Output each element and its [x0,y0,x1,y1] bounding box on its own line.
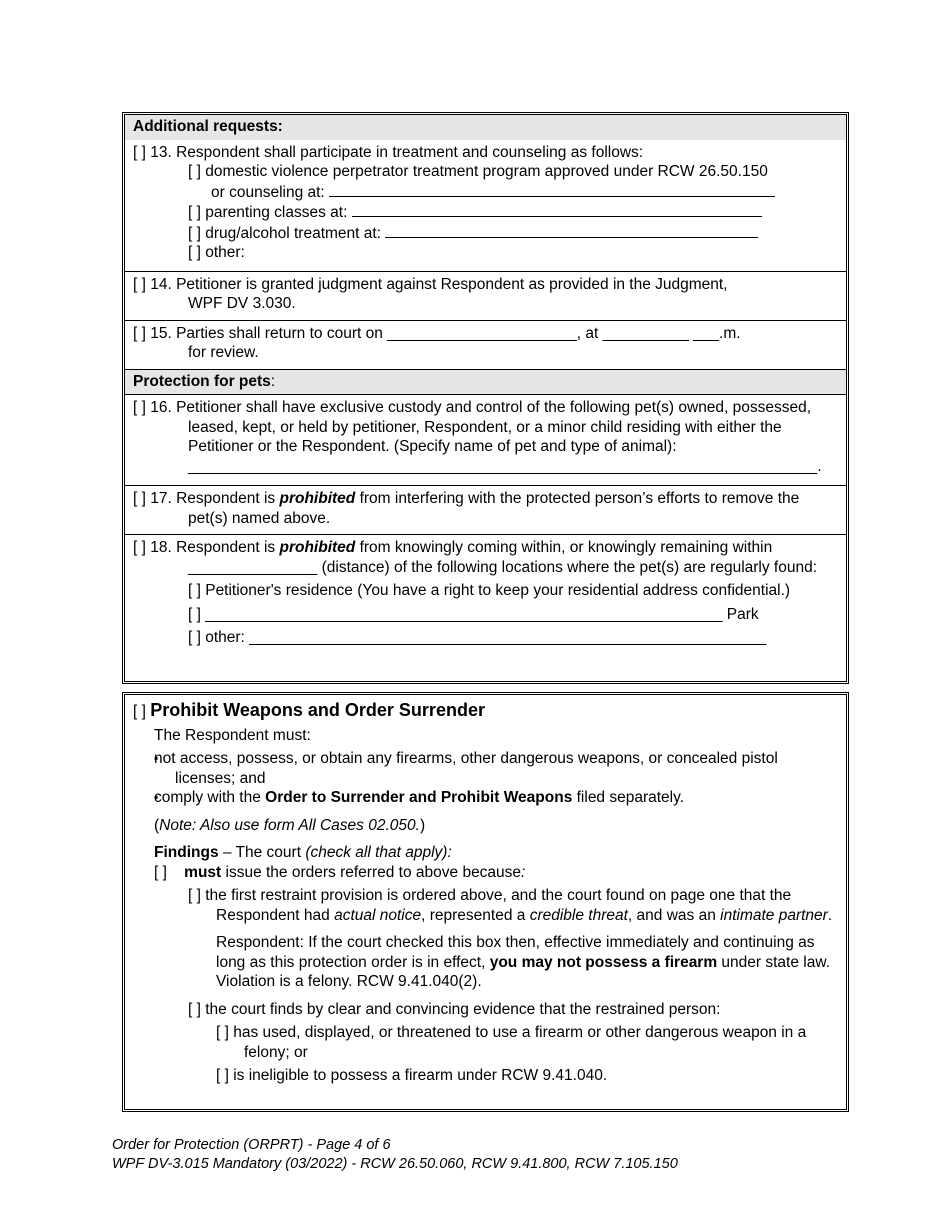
clear-convincing-finding[interactable]: [ ] the court finds by clear and convincing evidence that the restrained person: [188,1000,721,1018]
request-13-drug[interactable] [133,223,838,244]
first-credible: credible threat [529,906,628,924]
first-intimate: intimate partner [720,906,828,924]
weapons-note-close: ) [419,816,426,834]
findings-label: Findings [154,844,219,861]
findings-mid: – The court [218,844,306,861]
first-b: , represented a [421,906,530,924]
weapons-bullet-2-pre: comply with the [154,789,266,806]
request-13-dv-counseling [133,182,838,203]
request-13-main: [ ] 13. Respondent shall participate in treatment and counseling as follows: [133,143,644,161]
must-rest: issue the orders referred to above because [221,863,522,881]
pets-header-label: Protection for pets [133,372,271,390]
drug-line[interactable] [385,223,758,238]
request-13-dv-cont-label: or counseling at: [211,183,325,201]
request-14-line2: WPF DV 3.030. [188,295,296,312]
page-footer [112,1136,678,1174]
first-d: . [827,906,833,924]
first-actual: actual notice [334,906,422,924]
findings-italic: (check all that apply): [305,844,452,861]
parenting-line[interactable] [352,202,762,217]
footer-line-2: WPF DV-3.015 Mandatory (03/2022) - RCW 26.50.060, RCW 9.41.800, RCW 7.105.150 [112,1156,678,1172]
request-13-parenting-label: [ ] parenting classes at: [188,204,348,221]
must-issue-row[interactable] [133,863,838,883]
request-18-other[interactable]: [ ] other: ____________________________________________________________ [188,629,767,646]
request-17-post: from interfering with the protected person’s efforts to remove the pet(s) named above. [188,490,800,527]
request-13-drug-label: [ ] drug/alcohol treatment at: [188,224,381,242]
resp-note-a: Respondent: If the court checked this box then, effective immediately and continuing as long as this protection order is in effect, [216,934,815,971]
request-13 [125,140,846,272]
request-13-parenting[interactable] [133,202,838,223]
request-18[interactable] [125,535,846,654]
weapons-checkbox[interactable]: [ ] [133,703,146,720]
request-18-park-blank[interactable]: [ ] ____________________________________________________________ [188,605,723,623]
request-16[interactable] [125,395,846,486]
request-13-other[interactable]: [ ] other: [188,244,245,261]
resp-note-b: under state law. Violation is a felony. RCW 9.41.040(2). [216,953,830,990]
footer-line-1: Order for Protection (ORPRT) - Page 4 of 6 [112,1137,391,1153]
first-a: [ ] the first restraint provision is ordered above, and the court found on page one that the Respondent had [188,887,792,924]
additional-requests-table [122,112,849,684]
weapons-title: Prohibit Weapons and Order Surrender [150,700,485,720]
pets-header [125,370,846,396]
request-18-text [133,538,838,577]
first-restraint-finding[interactable] [133,886,838,925]
weapons-note-text: Note: Also use form All Cases 02.050. [159,816,420,834]
weapons-note [133,816,838,836]
request-17-emph: prohibited [279,490,356,507]
weapons-bullet-1: ▪ not access, possess, or obtain any firearms, other dangerous weapons, or concealed pistol licenses; and [133,749,838,788]
request-18-emph: prohibited [279,539,356,556]
counseling-line[interactable] [329,182,775,197]
ineligible-finding[interactable]: [ ] is ineligible to possess a firearm under RCW 9.41.040. [216,1067,608,1084]
weapons-title-row[interactable] [133,701,838,722]
request-18-pre: [ ] 18. Respondent is [133,539,280,556]
weapons-must-intro: The Respondent must: [154,726,311,744]
request-13-dv[interactable]: [ ] domestic violence perpetrator treatment program approved under RCW 26.50.150 [188,163,768,180]
resp-note-bold: you may not possess a firearm [489,953,718,971]
request-15-line2: for review. [188,344,259,361]
request-15-line1: [ ] 15. Parties shall return to court on ______________________, at __________ ___.m. [133,324,741,342]
request-16-text: [ ] 16. Petitioner shall have exclusive custody and control of the following pet(s) owned, possessed, leased, kept, or held by petitioner, Respondent, or a minor child residing with either the Petitioner or the Respondent. (Specify name of pet and type of animal): [133,399,812,455]
weapons-bullet-2-bold: Order to Surrender and Prohibit Weapons [265,789,573,806]
request-16-blank[interactable]: _________________________________________________________________________. [188,457,822,475]
must-colon: : [521,863,526,881]
pets-header-colon: : [270,372,276,390]
used-weapon-finding[interactable]: [ ] has used, displayed, or threatened to use a firearm or other dangerous weapon in a felony; or [216,1024,807,1061]
must-checkbox[interactable]: [ ] [154,863,167,881]
respondent-note [133,933,838,992]
request-18-residence[interactable]: [ ] Petitioner's residence (You have a right to keep your residential address confidential.) [188,582,791,599]
request-17[interactable] [125,486,846,535]
request-17-text [133,489,838,528]
additional-requests-header: Additional requests: [125,115,846,140]
first-c: , and was an [627,906,721,924]
request-18-park-label: Park [726,605,759,623]
findings-label-row [133,843,838,863]
weapons-section [122,692,849,1112]
weapons-bullet-2 [133,788,838,808]
request-14[interactable] [125,272,846,321]
request-14-line1: [ ] 14. Petitioner is granted judgment against Respondent as provided in the Judgment, [133,275,728,293]
request-17-pre: [ ] 17. Respondent is [133,490,280,507]
request-15[interactable] [125,321,846,370]
weapons-bullet-2-post: filed separately. [572,789,685,806]
must-bold: must [184,863,222,881]
request-18-post: from knowingly coming within, or knowingly remaining within _______________ (distance) of the following locations where the pet(s) are regularly found: [188,539,818,576]
weapons-note-open: ( [154,816,160,834]
request-18-park[interactable] [133,605,838,625]
